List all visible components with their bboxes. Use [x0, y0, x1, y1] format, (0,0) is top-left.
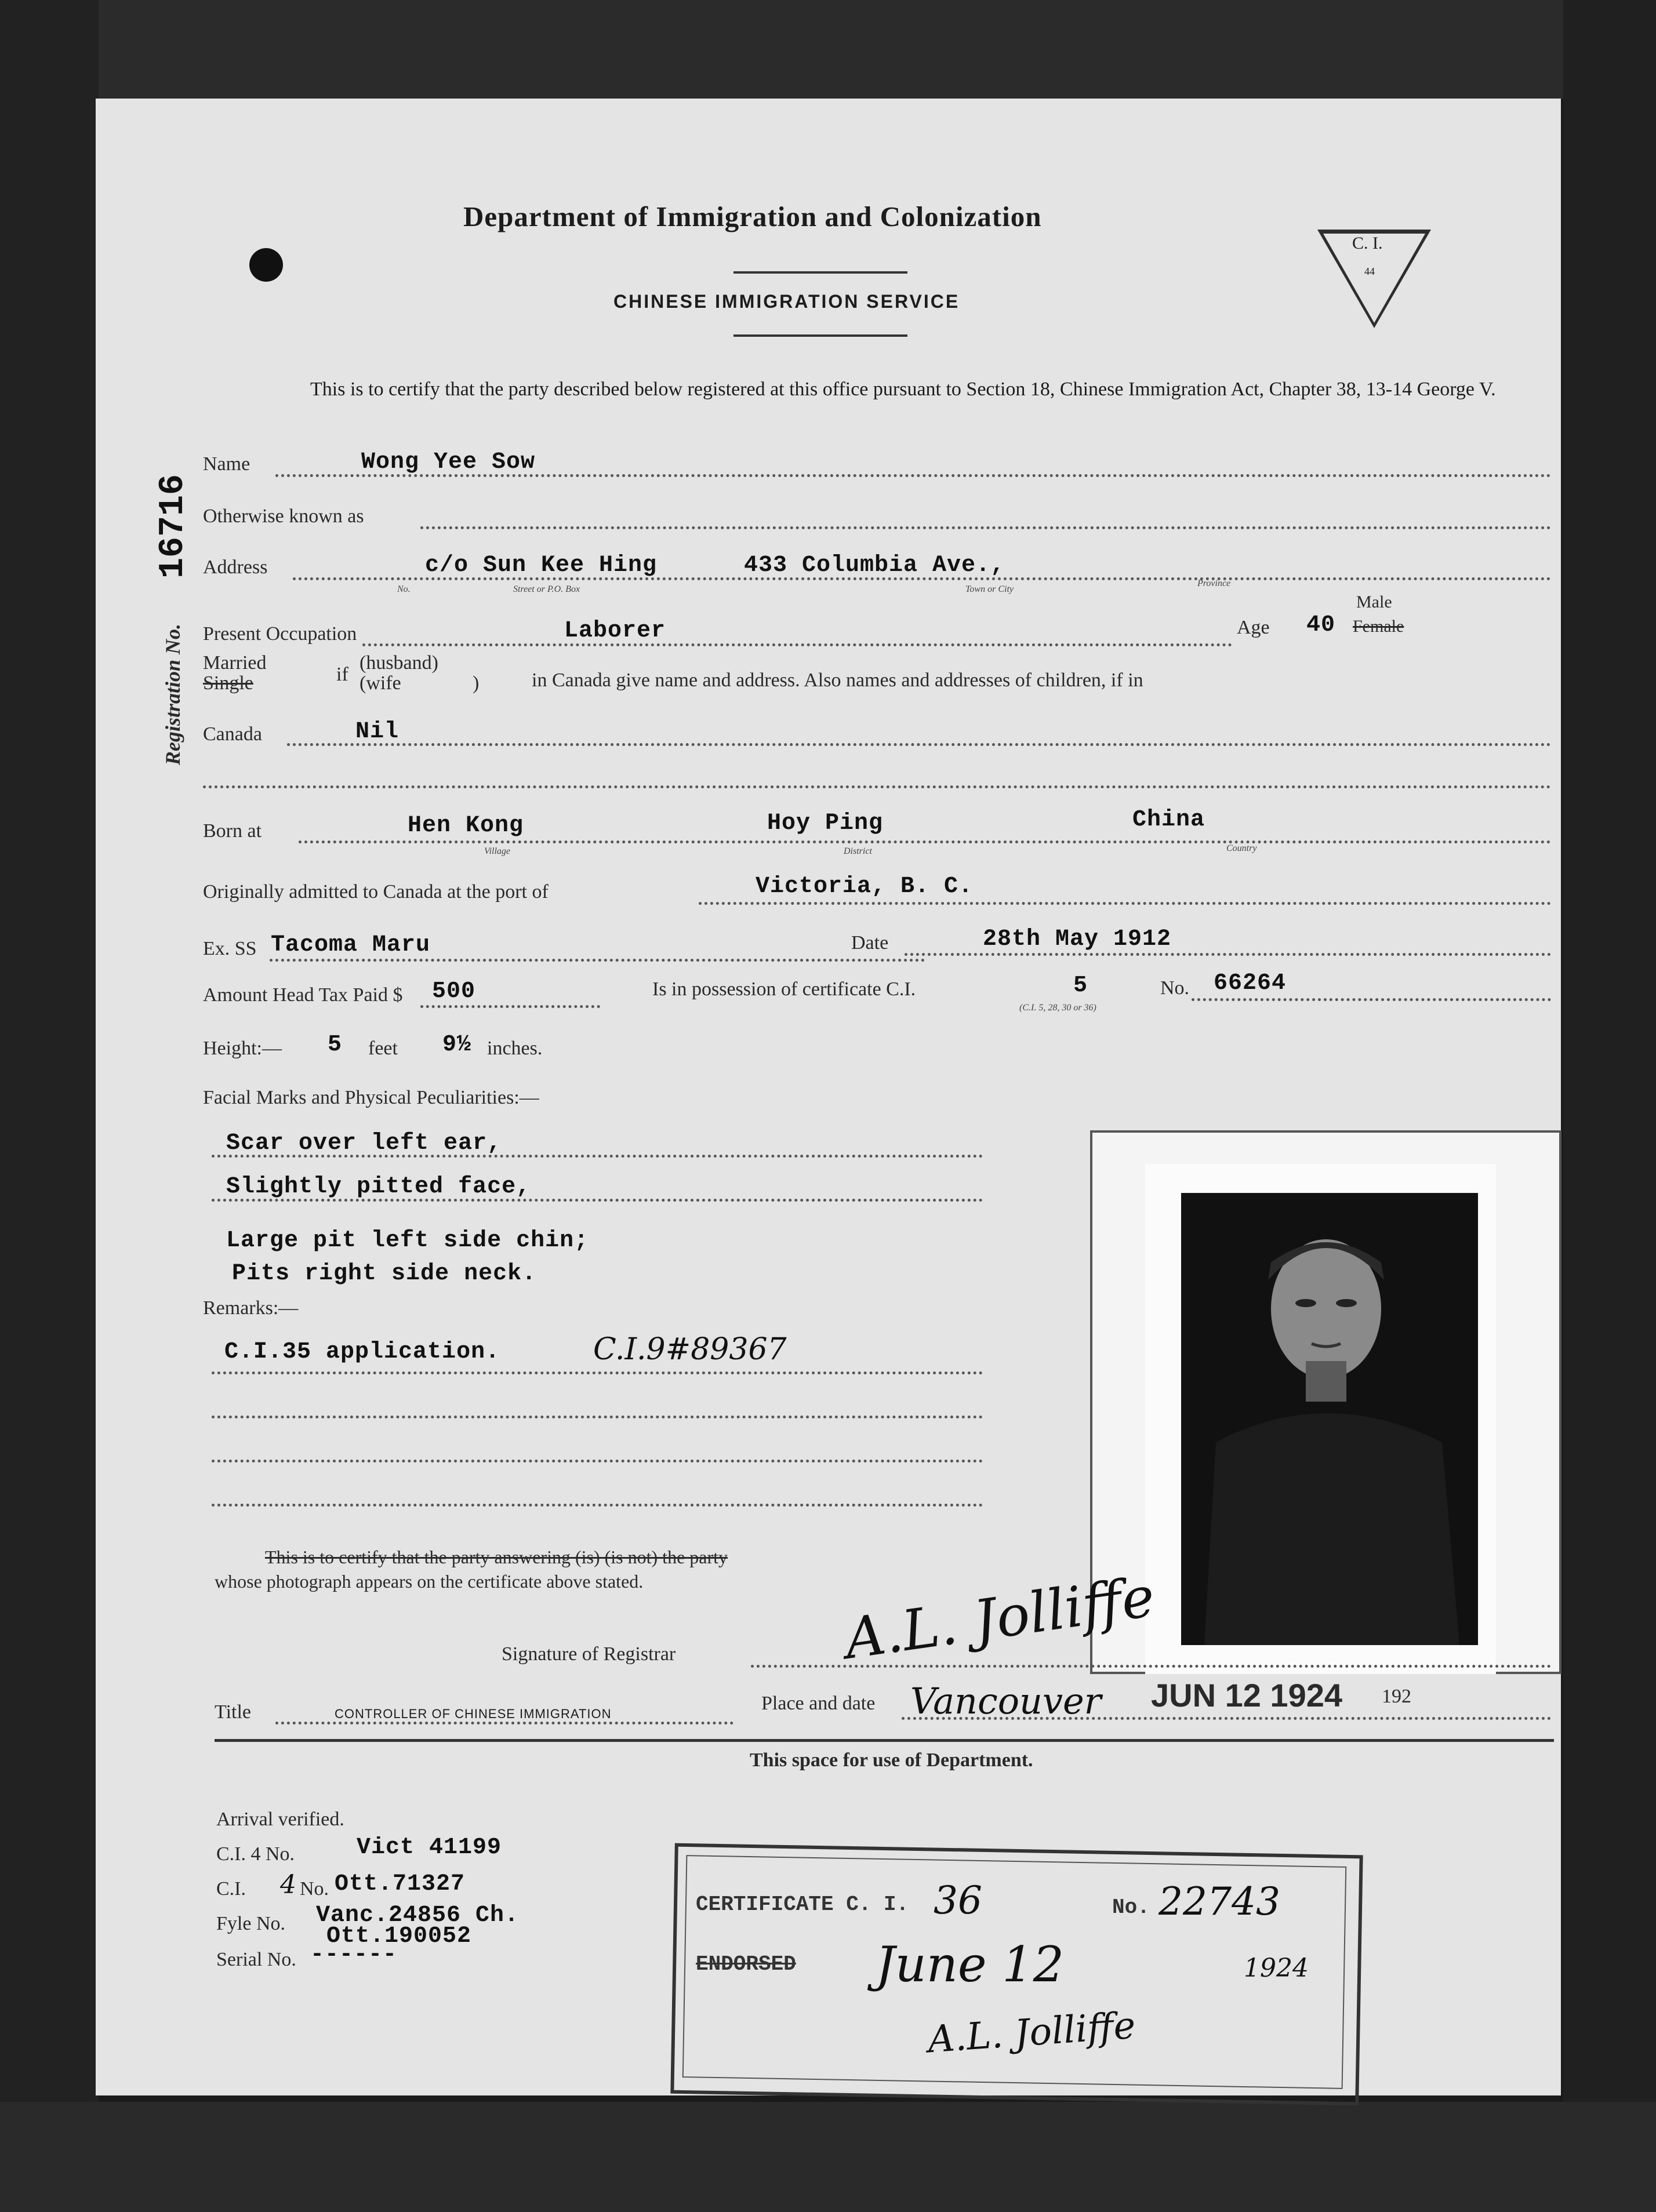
ship-label: Ex. SS [203, 938, 257, 959]
married-wife: (wife [359, 672, 401, 694]
cert-no-value: 66264 [1214, 970, 1287, 996]
fyle-value: Vanc.24856 Ch. [316, 1902, 520, 1929]
fyle-value-2: Ott.190052 [326, 1923, 472, 1949]
department-title: Department of Immigration and Colonization [463, 201, 1042, 232]
stamp-endorsed-label: ENDORSED [696, 1952, 796, 1976]
registrant-photo [1181, 1193, 1478, 1645]
hint-province: Province [1197, 579, 1231, 588]
address-city-value: 433 Columbia Ave., [744, 552, 1005, 579]
title-rule [733, 271, 907, 274]
service-title: CHINESE IMMIGRATION SERVICE [613, 291, 960, 312]
married-close: ) [473, 672, 480, 694]
age-value: 40 [1306, 612, 1336, 638]
born-village: Hen Kong [408, 813, 524, 839]
ci-label: C.I. [216, 1878, 246, 1900]
hint-no: No. [397, 584, 411, 594]
occupation-label: Present Occupation [203, 623, 357, 645]
born-label: Born at [203, 820, 262, 842]
date-value: 28th May 1912 [983, 926, 1172, 952]
form-number: 44 [1364, 265, 1375, 277]
date-stamp: JUN 12 1924 [1151, 1677, 1343, 1713]
address-label: Address [203, 556, 268, 578]
department-space-label: This space for use of Department. [750, 1749, 1033, 1771]
single-label: Single [203, 672, 253, 694]
title-label: Title [215, 1701, 252, 1723]
signature-label: Signature of Registrar [502, 1643, 676, 1665]
address-street-value: c/o Sun Kee Hing [425, 552, 658, 579]
stamp-certificate-num: 36 [934, 1878, 982, 1923]
ci-num: 4 [280, 1870, 296, 1900]
film-border-left [0, 0, 99, 2212]
name-label: Name [203, 453, 250, 475]
ci4-label: C.I. 4 No. [216, 1843, 295, 1865]
marks-line: Large pit left side chin; [226, 1228, 589, 1254]
height-feet-label: feet [368, 1038, 398, 1059]
stamp-endorsed-value: June 12 [876, 1936, 1065, 1993]
married-husband: (husband) [359, 652, 438, 674]
otherwise-known-label: Otherwise known as [203, 505, 364, 527]
cert-type-value: 5 [1073, 973, 1088, 999]
registrar-signature: A.L. Jolliffe [840, 1564, 1159, 1672]
marks-line: Scar over left ear, [226, 1130, 502, 1156]
port-value: Victoria, B. C. [756, 874, 974, 900]
married-label: Married [203, 652, 267, 674]
marks-line: Pits right side neck. [232, 1261, 537, 1287]
place-label: Place and date [761, 1693, 876, 1714]
title-value: CONTROLLER OF CHINESE IMMIGRATION [335, 1707, 612, 1721]
date-label: Date [851, 932, 889, 954]
registration-label: Registration No. [161, 623, 184, 765]
film-border-bottom [0, 2102, 1656, 2212]
place-value: Vancouver [910, 1680, 1102, 1722]
hint-country: Country [1226, 843, 1257, 853]
ci-no-label: No. [300, 1878, 329, 1900]
hint-city: Town or City [965, 584, 1014, 594]
cert-type-hint: (C.I. 5, 28, 30 or 36) [1019, 1003, 1096, 1013]
certify-strike-text-2: whose photograph appears on the certificate above stated. [215, 1571, 644, 1592]
divider [215, 1739, 1554, 1742]
serial-value: ------ [310, 1942, 398, 1968]
married-if: if [336, 664, 348, 685]
remarks-label: Remarks:— [203, 1297, 299, 1319]
hint-village: Village [484, 846, 511, 856]
film-border-top [0, 0, 1656, 99]
cert-no-label: No. [1160, 977, 1190, 999]
height-inches-label: inches. [487, 1038, 543, 1059]
head-tax-label: Amount Head Tax Paid $ [203, 984, 403, 1006]
stamp-certificate-label: CERTIFICATE C. I. [696, 1893, 909, 1916]
born-country: China [1132, 807, 1205, 833]
name-value: Wong Yee Sow [361, 449, 536, 475]
port-label: Originally admitted to Canada at the port of [203, 881, 549, 903]
arrival-label: Arrival verified. [216, 1809, 344, 1830]
sex-male: Male [1356, 592, 1392, 612]
remarks-typed: C.I.35 application. [224, 1339, 500, 1365]
ship-value: Tacoma Maru [271, 932, 431, 958]
form-code: C. I. [1352, 234, 1383, 253]
ci-value: Ott.71327 [335, 1871, 466, 1897]
stamp-signature: A.L. Jolliffe [926, 2004, 1137, 2062]
sex-female: Female [1353, 617, 1404, 636]
stamp-year: 1924 [1244, 1953, 1309, 1983]
certify-strike-text: This is to certify that the party answering (is) (is not) the party [265, 1547, 728, 1567]
marks-label: Facial Marks and Physical Peculiarities:— [203, 1087, 539, 1108]
service-rule [733, 334, 907, 337]
hint-street: Street or P.O. Box [513, 584, 580, 594]
punch-hole [249, 248, 283, 282]
age-label: Age [1237, 617, 1270, 638]
height-label: Height:— [203, 1038, 282, 1059]
registration-certificate [96, 99, 1561, 2095]
cert-possession-label: Is in possession of certificate C.I. [652, 978, 916, 1000]
certification-text: This is to certify that the party described below registered at this office pursuant to Section 18, Chinese Immigration Act, Chapter 38, 13-14 George V. [310, 379, 1496, 400]
married-instructions: in Canada give name and address. Also names and addresses of children, if in [532, 670, 1143, 691]
canada-value: Nil [355, 719, 400, 745]
serial-label: Serial No. [216, 1949, 296, 1970]
marks-line: Slightly pitted face, [226, 1174, 531, 1200]
height-inches: 9½ [442, 1032, 472, 1058]
registration-number: 16716 [154, 474, 193, 579]
hint-district: District [844, 846, 872, 856]
occupation-value: Laborer [564, 618, 666, 644]
born-district: Hoy Ping [767, 810, 884, 836]
year-suffix: 192 [1382, 1686, 1411, 1707]
ci4-value: Vict 41199 [357, 1835, 502, 1861]
height-feet: 5 [328, 1032, 343, 1058]
remarks-handwritten: C.I.9#89367 [593, 1332, 787, 1367]
head-tax-value: 500 [432, 978, 476, 1005]
fyle-label: Fyle No. [216, 1913, 285, 1934]
film-border-right [1563, 0, 1656, 2212]
stamp-no-value: 22743 [1159, 1879, 1280, 1924]
stamp-no-label: No. [1112, 1896, 1150, 1919]
canada-label: Canada [203, 723, 262, 745]
